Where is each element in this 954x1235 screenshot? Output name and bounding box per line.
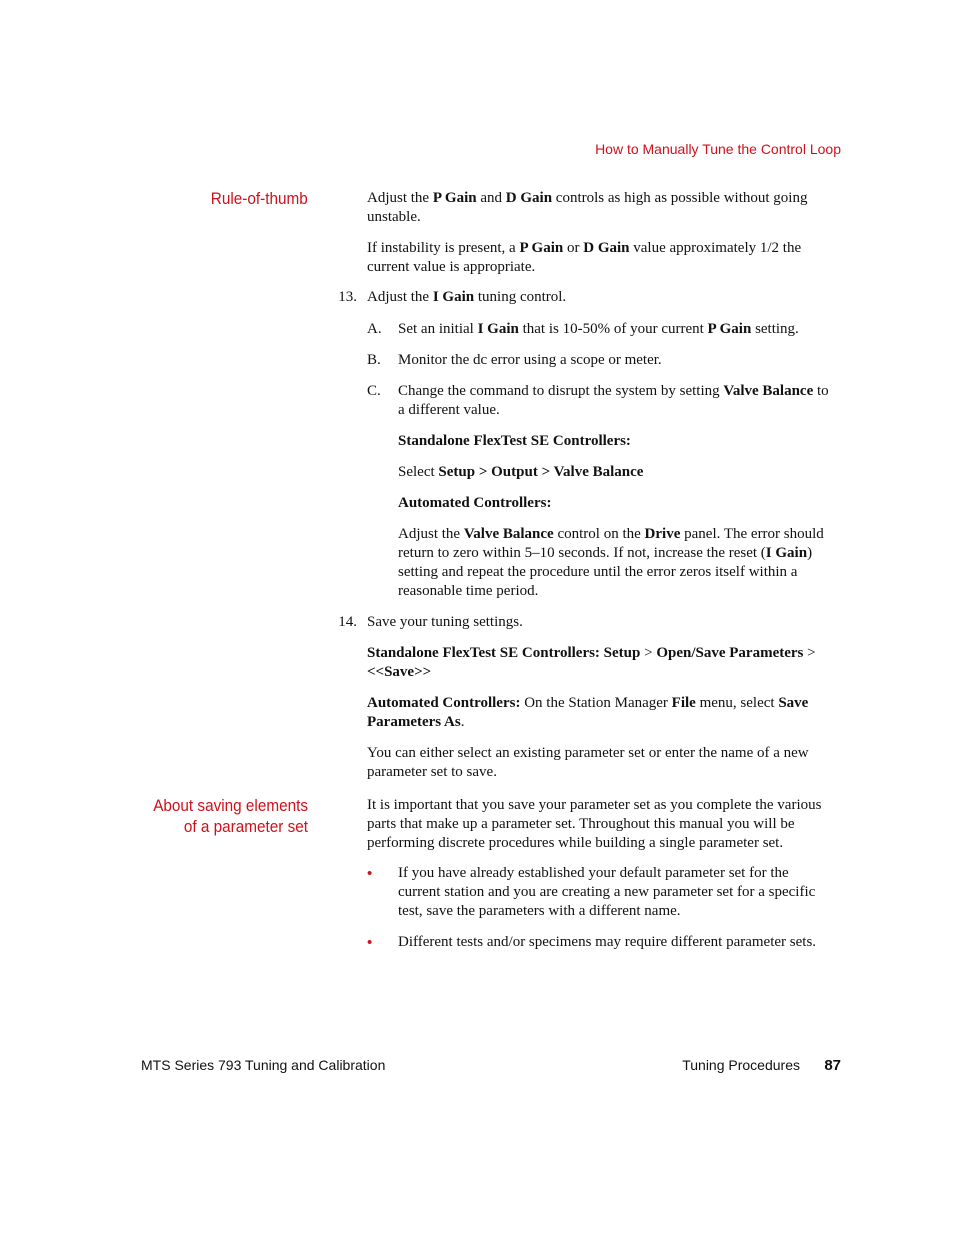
footer-title: MTS Series 793 Tuning and Calibration (141, 1057, 386, 1073)
running-header: How to Manually Tune the Control Loop (595, 141, 841, 157)
automated-save-path: Automated Controllers: On the Station Manager File menu, select Save Parameters As. (367, 695, 809, 730)
substep-b-text: Monitor the dc error using a scope or meter. (398, 352, 662, 368)
standalone-heading: Standalone FlexTest SE Controllers: (398, 433, 631, 449)
rule-paragraph-1: Adjust the P Gain and D Gain controls as high as possible without going unstable. (367, 190, 808, 225)
side-head-rule-of-thumb: Rule-of-thumb (211, 189, 308, 208)
step-14-text: Save your tuning settings. (367, 614, 523, 630)
step-13-text: Adjust the I Gain tuning control. (367, 289, 567, 305)
automated-heading: Automated Controllers: (398, 495, 552, 511)
footer-section: Tuning Procedures (682, 1057, 800, 1073)
page-number: 87 (824, 1057, 841, 1074)
bullet-icon: • (367, 934, 373, 951)
step-13-number: 13. (338, 289, 357, 305)
bullet-icon: • (367, 865, 373, 882)
substep-b-letter: B. (367, 352, 381, 368)
side-head-line-2: of a parameter set (183, 817, 308, 836)
select-menu-path: Select Setup > Output > Valve Balance (398, 464, 644, 480)
substep-a-letter: A. (367, 321, 382, 337)
substep-c-letter: C. (367, 383, 381, 399)
either-select-paragraph: You can either select an existing parameter set or enter the name of a new parameter set to save. (367, 745, 809, 780)
saving-paragraph: It is important that you save your parameter set as you complete the various parts that make up a parameter set. Throughout this manual you will be performing discrete procedures while building a single parameter set. (367, 797, 822, 851)
step-14-number: 14. (338, 614, 357, 630)
rule-paragraph-2: If instability is present, a P Gain or D Gain value approximately 1/2 the current value is appropriate. (367, 240, 802, 275)
substep-a-text: Set an initial I Gain that is 10-50% of your current P Gain setting. (398, 321, 799, 337)
bullet-item-1: If you have already established your default parameter set for the current station and you are creating a new parameter set for a specific test, save the parameters with a different name. (398, 865, 816, 919)
side-head-line-1: About saving elements (153, 796, 308, 815)
side-head-about-saving (153, 795, 308, 837)
bullet-item-2: Different tests and/or specimens may require different parameter sets. (398, 934, 817, 950)
substep-c-text: Change the command to disrupt the system by setting Valve Balance to a different value. (398, 383, 829, 418)
adjust-valve-paragraph: Adjust the Valve Balance control on the Drive panel. The error should return to zero within 5–10 seconds. If not, increase the reset (I Gain) setting and repeat the procedure until the error zeros itself within a reasonable time period. (398, 526, 824, 599)
standalone-save-path: Standalone FlexTest SE Controllers: Setup > Open/Save Parameters > <<Save>> (367, 645, 816, 680)
